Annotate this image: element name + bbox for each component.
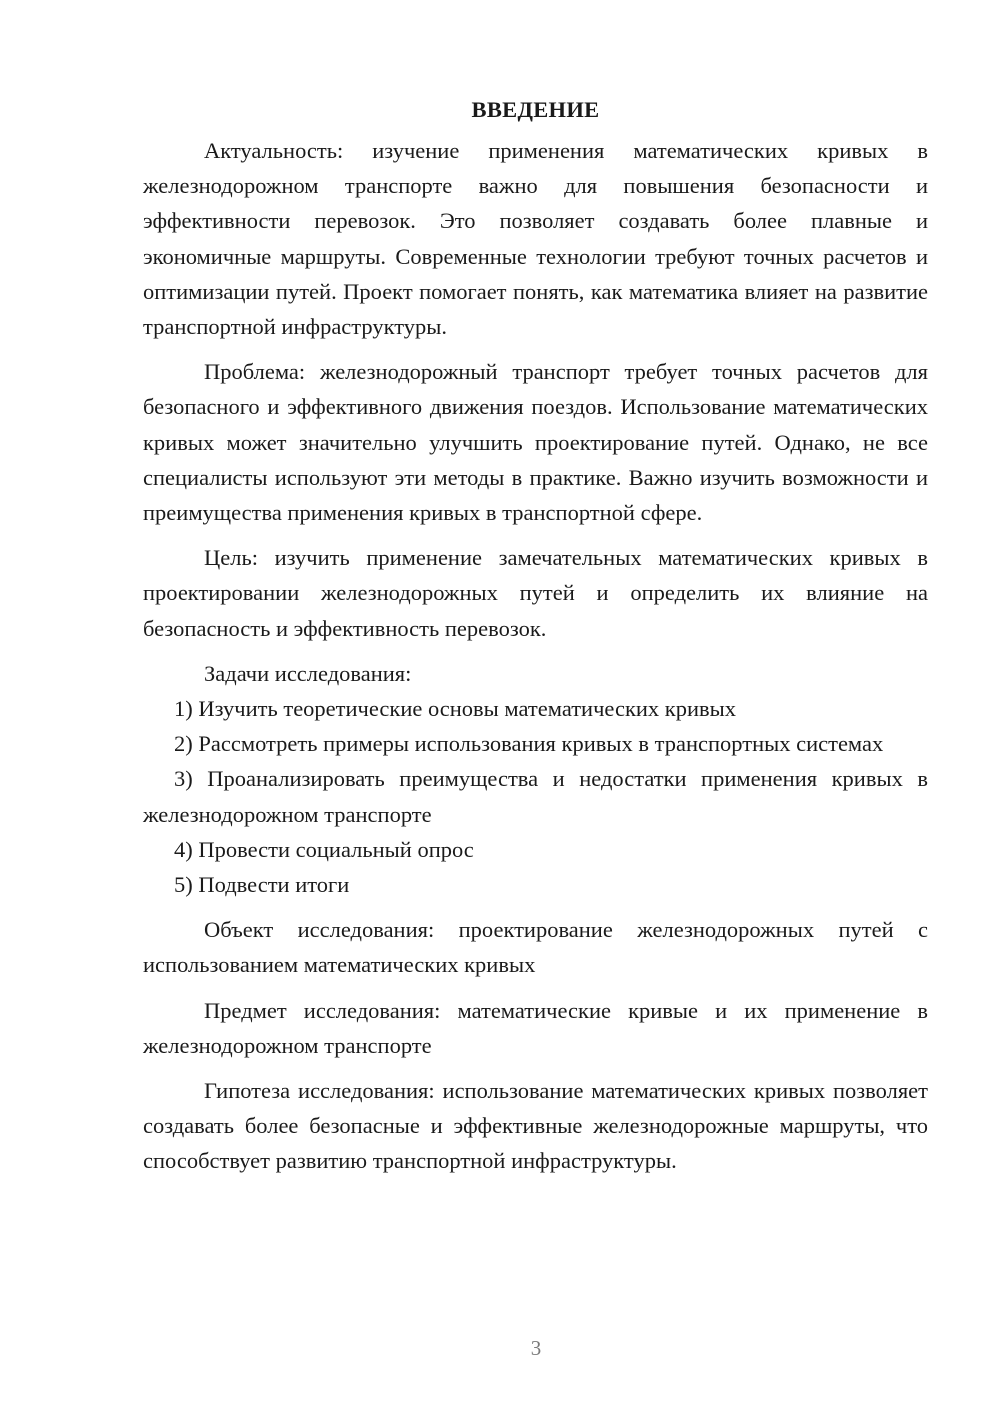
- paragraph-object: Объект исследования: проектирование железнодорожных путей с использованием математических кривых: [143, 917, 928, 978]
- task-item: 2) Рассмотреть примеры использования кривых в транспортных системах: [174, 731, 884, 757]
- tasks-title: Задачи исследования:: [204, 660, 412, 686]
- section-heading: ВВЕДЕНИЕ: [471, 97, 600, 122]
- task-item: 3) Проанализировать преимущества и недостатки применения кривых в железнодорожном транспорте: [143, 766, 928, 827]
- page-number: 3: [530, 1336, 542, 1360]
- paragraph-hypothesis: Гипотеза исследования: использование математических кривых позволяет создавать более безопасные и эффективные железнодорожные маршруты, что способствует развитию транспортной инфраструктуры.: [143, 1078, 928, 1174]
- paragraph-goal: Цель: изучить применение замечательных математических кривых в проектировании железнодорожных путей и определить их влияние на безопасность и эффективность перевозок.: [143, 545, 928, 641]
- task-item: 1) Изучить теоретические основы математических кривых: [174, 696, 737, 722]
- page-content: [143, 92, 928, 1179]
- task-item: 5) Подвести итоги: [174, 872, 350, 898]
- paragraph-problem: Проблема: железнодорожный транспорт требует точных расчетов для безопасного и эффективного движения поездов. Использование математических кривых может значительно улучшить проектирование путей. Однако, не все специалисты используют эти методы в практике. Важно изучить возможности и преимущества применения кривых в транспортной сфере.: [143, 359, 928, 526]
- paragraph-relevance: Актуальность: изучение применения математических кривых в железнодорожном транспорте важно для повышения безопасности и эффективности перевозок. Это позволяет создавать более плавные и экономичные маршруты. Современные технологии требуют точных расчетов и оптимизации путей. Проект помогает понять, как математика влияет на развитие транспортной инфраструктуры.: [143, 138, 928, 340]
- paragraph-subject: Предмет исследования: математические кривые и их применение в железнодорожном транспорте: [143, 997, 928, 1058]
- task-item: 4) Провести социальный опрос: [174, 836, 474, 862]
